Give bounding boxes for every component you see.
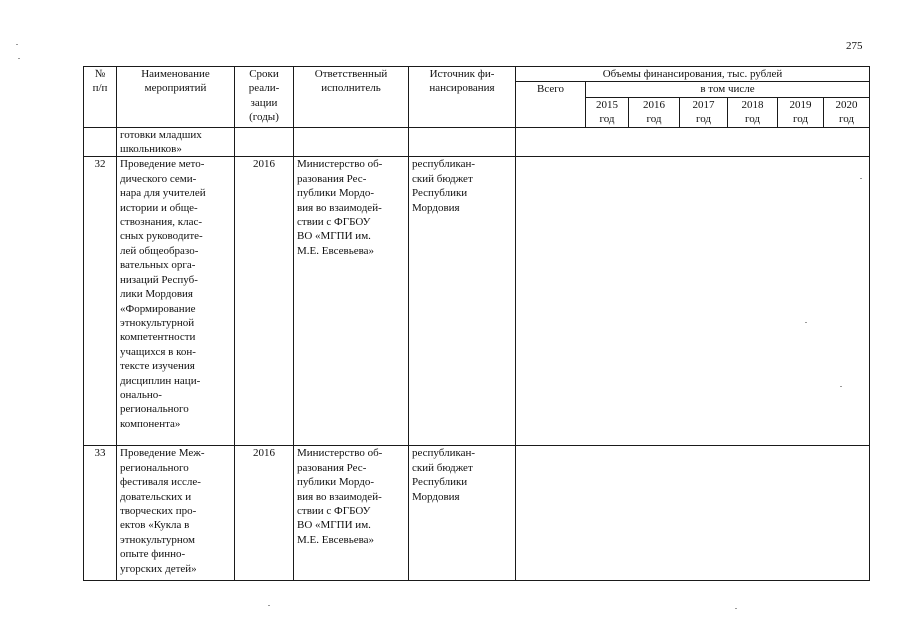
cell-line: вательных орга- bbox=[120, 259, 196, 272]
cell-line: творческих про- bbox=[120, 505, 197, 518]
row-term: 2016 bbox=[235, 446, 294, 581]
cell-line: регионального bbox=[120, 403, 189, 416]
row-name bbox=[117, 157, 235, 446]
cell-line: публики Мордо- bbox=[297, 476, 375, 489]
row-funding bbox=[516, 127, 870, 157]
cell-line: готовки младших bbox=[120, 128, 202, 141]
cell-line: этнокультурной bbox=[120, 316, 195, 329]
row-num: 32 bbox=[84, 157, 117, 446]
header-num: № п/п bbox=[84, 67, 117, 128]
header-funding: Объемы финансирования, тыс. рублей bbox=[516, 67, 870, 82]
header-source: Источник фи- нансирования bbox=[409, 67, 516, 128]
row-executor bbox=[294, 446, 409, 581]
cell-line: учащихся в кон- bbox=[120, 345, 196, 358]
row-term bbox=[235, 127, 294, 157]
cell-line: регионального bbox=[120, 461, 189, 474]
cell-line: тексте изучения bbox=[120, 360, 195, 373]
cell-line: ский бюджет bbox=[412, 461, 473, 474]
header-term: Сроки реали- зации (годы) bbox=[235, 67, 294, 128]
row-executor bbox=[294, 157, 409, 446]
year-2019: 2019 год bbox=[778, 97, 824, 127]
cell-line: низаций Респуб- bbox=[120, 273, 198, 286]
cell-line: М.Е. Евсевьева» bbox=[297, 533, 375, 546]
scan-speck bbox=[268, 605, 270, 606]
cell-line: лики Мордовия bbox=[120, 288, 193, 301]
cell-line: Республики bbox=[412, 476, 468, 489]
cell-line: лей общеобразо- bbox=[120, 244, 199, 257]
year-2017: 2017 год bbox=[680, 97, 728, 127]
cell-line: республикан- bbox=[412, 158, 476, 171]
cell-line: М.Е. Евсевьева» bbox=[297, 244, 375, 257]
cell-line: Министерство об- bbox=[297, 158, 383, 171]
scan-speck bbox=[860, 178, 862, 179]
row-source bbox=[409, 127, 516, 157]
scan-speck bbox=[18, 58, 20, 59]
cell-line: Республики bbox=[412, 187, 468, 200]
table-row bbox=[84, 127, 870, 157]
cell-line: республикан- bbox=[412, 447, 476, 460]
page-number: 275 bbox=[846, 40, 863, 52]
year-2015: 2015 год bbox=[586, 97, 629, 127]
cell-line: «Формирование bbox=[120, 302, 196, 315]
cell-line: ВО «МГПИ им. bbox=[297, 230, 371, 243]
cell-line: ский бюджет bbox=[412, 172, 473, 185]
header-total: Всего bbox=[516, 82, 586, 127]
header-including: в том числе bbox=[586, 82, 870, 97]
cell-line: компонента» bbox=[120, 417, 181, 430]
row-source bbox=[409, 446, 516, 581]
cell-line: Мордовия bbox=[412, 201, 460, 214]
row-executor bbox=[294, 127, 409, 157]
row-name bbox=[117, 127, 235, 157]
cell-line: онально- bbox=[120, 388, 162, 401]
scan-speck bbox=[805, 322, 807, 323]
cell-line: ектов «Кукла в bbox=[120, 519, 190, 532]
scan-speck bbox=[16, 44, 18, 45]
cell-line: нара для учителей bbox=[120, 187, 206, 200]
cell-line: угорских детей» bbox=[120, 562, 197, 575]
cell-line: ствознания, клас- bbox=[120, 216, 203, 229]
cell-line: Проведение мето- bbox=[120, 158, 205, 171]
cell-line: школьников» bbox=[120, 143, 182, 156]
cell-line: вия во взаимодей- bbox=[297, 490, 382, 503]
cell-line: разования Рес- bbox=[297, 172, 367, 185]
cell-line: истории и обще- bbox=[120, 201, 198, 214]
cell-line: ВО «МГПИ им. bbox=[297, 519, 371, 532]
cell-line: публики Мордо- bbox=[297, 187, 375, 200]
cell-line: ствии с ФГБОУ bbox=[297, 216, 371, 229]
cell-line: этнокультурном bbox=[120, 533, 196, 546]
header-name: Наименование мероприятий bbox=[117, 67, 235, 128]
cell-line: Проведение Меж- bbox=[120, 447, 205, 460]
row-num: 33 bbox=[84, 446, 117, 581]
cell-line: вия во взаимодей- bbox=[297, 201, 382, 214]
cell-line: Министерство об- bbox=[297, 447, 383, 460]
cell-line: фестиваля иссле- bbox=[120, 476, 201, 489]
cell-line: дического семи- bbox=[120, 172, 197, 185]
year-2016: 2016 год bbox=[629, 97, 680, 127]
row-num bbox=[84, 127, 117, 157]
funding-table bbox=[83, 66, 870, 581]
cell-line: опыте финно- bbox=[120, 548, 186, 561]
scan-speck bbox=[840, 386, 842, 387]
header-row bbox=[84, 67, 870, 82]
year-2020: 2020 год bbox=[824, 97, 870, 127]
row-source bbox=[409, 157, 516, 446]
cell-line: Мордовия bbox=[412, 490, 460, 503]
cell-line: довательских и bbox=[120, 490, 192, 503]
year-2018: 2018 год bbox=[728, 97, 778, 127]
cell-line: компетентности bbox=[120, 331, 196, 344]
table-row bbox=[84, 446, 870, 581]
header-executor: Ответственный исполнитель bbox=[294, 67, 409, 128]
table-row bbox=[84, 157, 870, 446]
cell-line: сных руководите- bbox=[120, 230, 203, 243]
row-term: 2016 bbox=[235, 157, 294, 446]
scan-speck bbox=[735, 608, 737, 609]
cell-line: разования Рес- bbox=[297, 461, 367, 474]
row-name bbox=[117, 446, 235, 581]
cell-line: дисциплин наци- bbox=[120, 374, 201, 387]
row-funding bbox=[516, 446, 870, 581]
cell-line: ствии с ФГБОУ bbox=[297, 505, 371, 518]
row-funding bbox=[516, 157, 870, 446]
